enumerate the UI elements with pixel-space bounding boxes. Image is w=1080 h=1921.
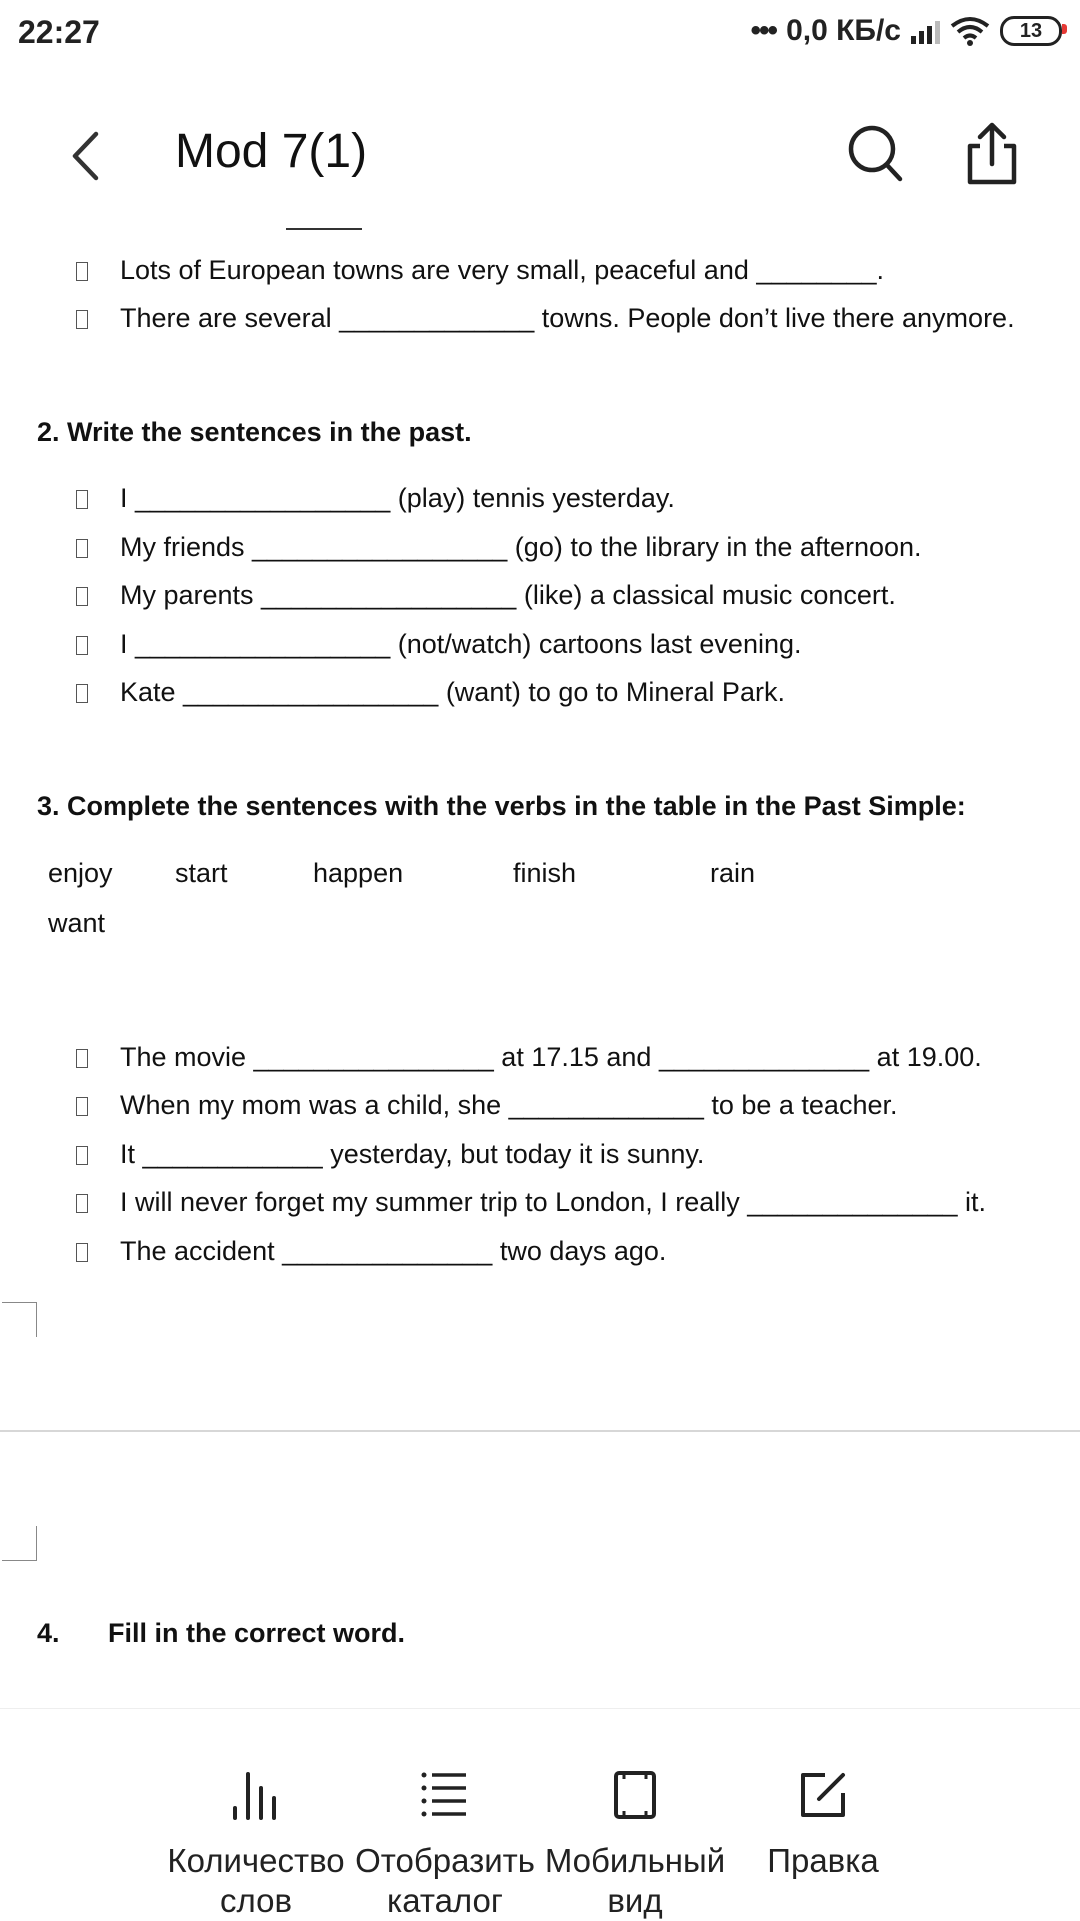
list-item: It ____________ yesterday, but today it is sunny.: [76, 1139, 704, 1170]
bullet-placeholder-icon: [76, 1194, 88, 1213]
edit-label: Правка: [767, 1842, 879, 1879]
edit-button[interactable]: [728, 1765, 918, 1881]
bullet-placeholder-icon: [76, 490, 88, 509]
section-4-heading: Fill in the correct word.: [108, 1618, 406, 1648]
show-catalog-button[interactable]: [350, 1765, 540, 1921]
verb-table-cell: want: [48, 908, 106, 938]
list-item: I _________________ (not/watch) cartoons last evening.: [76, 629, 802, 660]
verb-table-cell: happen: [313, 858, 404, 888]
network-speed: 0,0 КБ/с: [786, 14, 901, 47]
verb-table-cell: start: [175, 858, 228, 888]
chevron-left-icon: [70, 131, 100, 181]
bullet-placeholder-icon: [76, 587, 88, 606]
share-icon: [962, 120, 1022, 188]
list-item: The movie ________________ at 17.15 and ______________ at 19.00.: [76, 1042, 982, 1073]
search-icon: [846, 122, 906, 186]
verb-table-cell: rain: [710, 858, 756, 888]
section-4-number: 4.: [37, 1618, 60, 1648]
app-header: [0, 108, 1080, 200]
page-corner-mark: [2, 1302, 37, 1337]
verb-table-cell: enjoy: [48, 858, 113, 888]
list-item: The accident ______________ two days ago.: [76, 1236, 666, 1267]
search-button[interactable]: [846, 122, 906, 186]
back-button[interactable]: [60, 126, 110, 186]
more-dots-icon: •••: [750, 14, 777, 47]
bullet-placeholder-icon: [76, 1049, 88, 1068]
list-item: I will never forget my summer trip to London, I really ______________ it.: [76, 1187, 986, 1218]
list-item: I _________________ (play) tennis yesterday.: [76, 483, 675, 514]
mobile-view-label: Мобильный вид: [544, 1842, 726, 1919]
battery-icon: [1000, 16, 1062, 46]
section-3-heading: 3. Complete the sentences with the verbs in the table in the Past Simple:: [37, 791, 966, 821]
bullet-placeholder-icon: [76, 310, 88, 329]
share-button[interactable]: [962, 120, 1022, 188]
clipped-line: [0, 210, 1080, 232]
word-count-icon: [229, 1770, 283, 1820]
mobile-view-icon: [613, 1770, 657, 1820]
status-indicators: [751, 14, 1062, 48]
edit-icon: [799, 1771, 847, 1819]
list-item: When my mom was a child, she _____________ to be a teacher.: [76, 1090, 897, 1121]
list-icon: [420, 1771, 470, 1819]
bullet-placeholder-icon: [76, 539, 88, 558]
page-corner-mark: [2, 1526, 37, 1561]
bullet-placeholder-icon: [76, 1097, 88, 1116]
signal-icon: [911, 18, 940, 44]
list-item: There are several _____________ towns. People don’t live there anymore.: [76, 303, 1015, 334]
bullet-placeholder-icon: [76, 262, 88, 281]
bullet-placeholder-icon: [76, 1146, 88, 1165]
battery-level: 13: [1019, 19, 1043, 42]
document-title: Mod 7(1): [175, 125, 368, 178]
mobile-view-button[interactable]: [540, 1765, 730, 1921]
bullet-placeholder-icon: [76, 636, 88, 655]
bottom-toolbar: [0, 1708, 1080, 1921]
document-view[interactable]: [0, 210, 1080, 1710]
bullet-placeholder-icon: [76, 684, 88, 703]
word-count-label: Количество слов: [167, 1842, 345, 1919]
bullet-placeholder-icon: [76, 1243, 88, 1262]
section-2-heading: 2. Write the sentences in the past.: [37, 417, 472, 447]
wifi-icon: [950, 16, 990, 46]
word-count-button[interactable]: [161, 1765, 351, 1921]
list-item: My parents _________________ (like) a classical music concert.: [76, 580, 896, 611]
verb-table-cell: finish: [513, 858, 577, 888]
status-time: 22:27: [18, 14, 100, 50]
page-divider: [0, 1430, 1080, 1432]
list-item: Kate _________________ (want) to go to Mineral Park.: [76, 677, 785, 708]
list-item: My friends _________________ (go) to the library in the afternoon.: [76, 532, 922, 563]
show-catalog-label: Отобразить каталог: [355, 1842, 535, 1919]
status-bar: [0, 0, 1080, 76]
list-item: Lots of European towns are very small, peaceful and ________.: [76, 255, 884, 286]
